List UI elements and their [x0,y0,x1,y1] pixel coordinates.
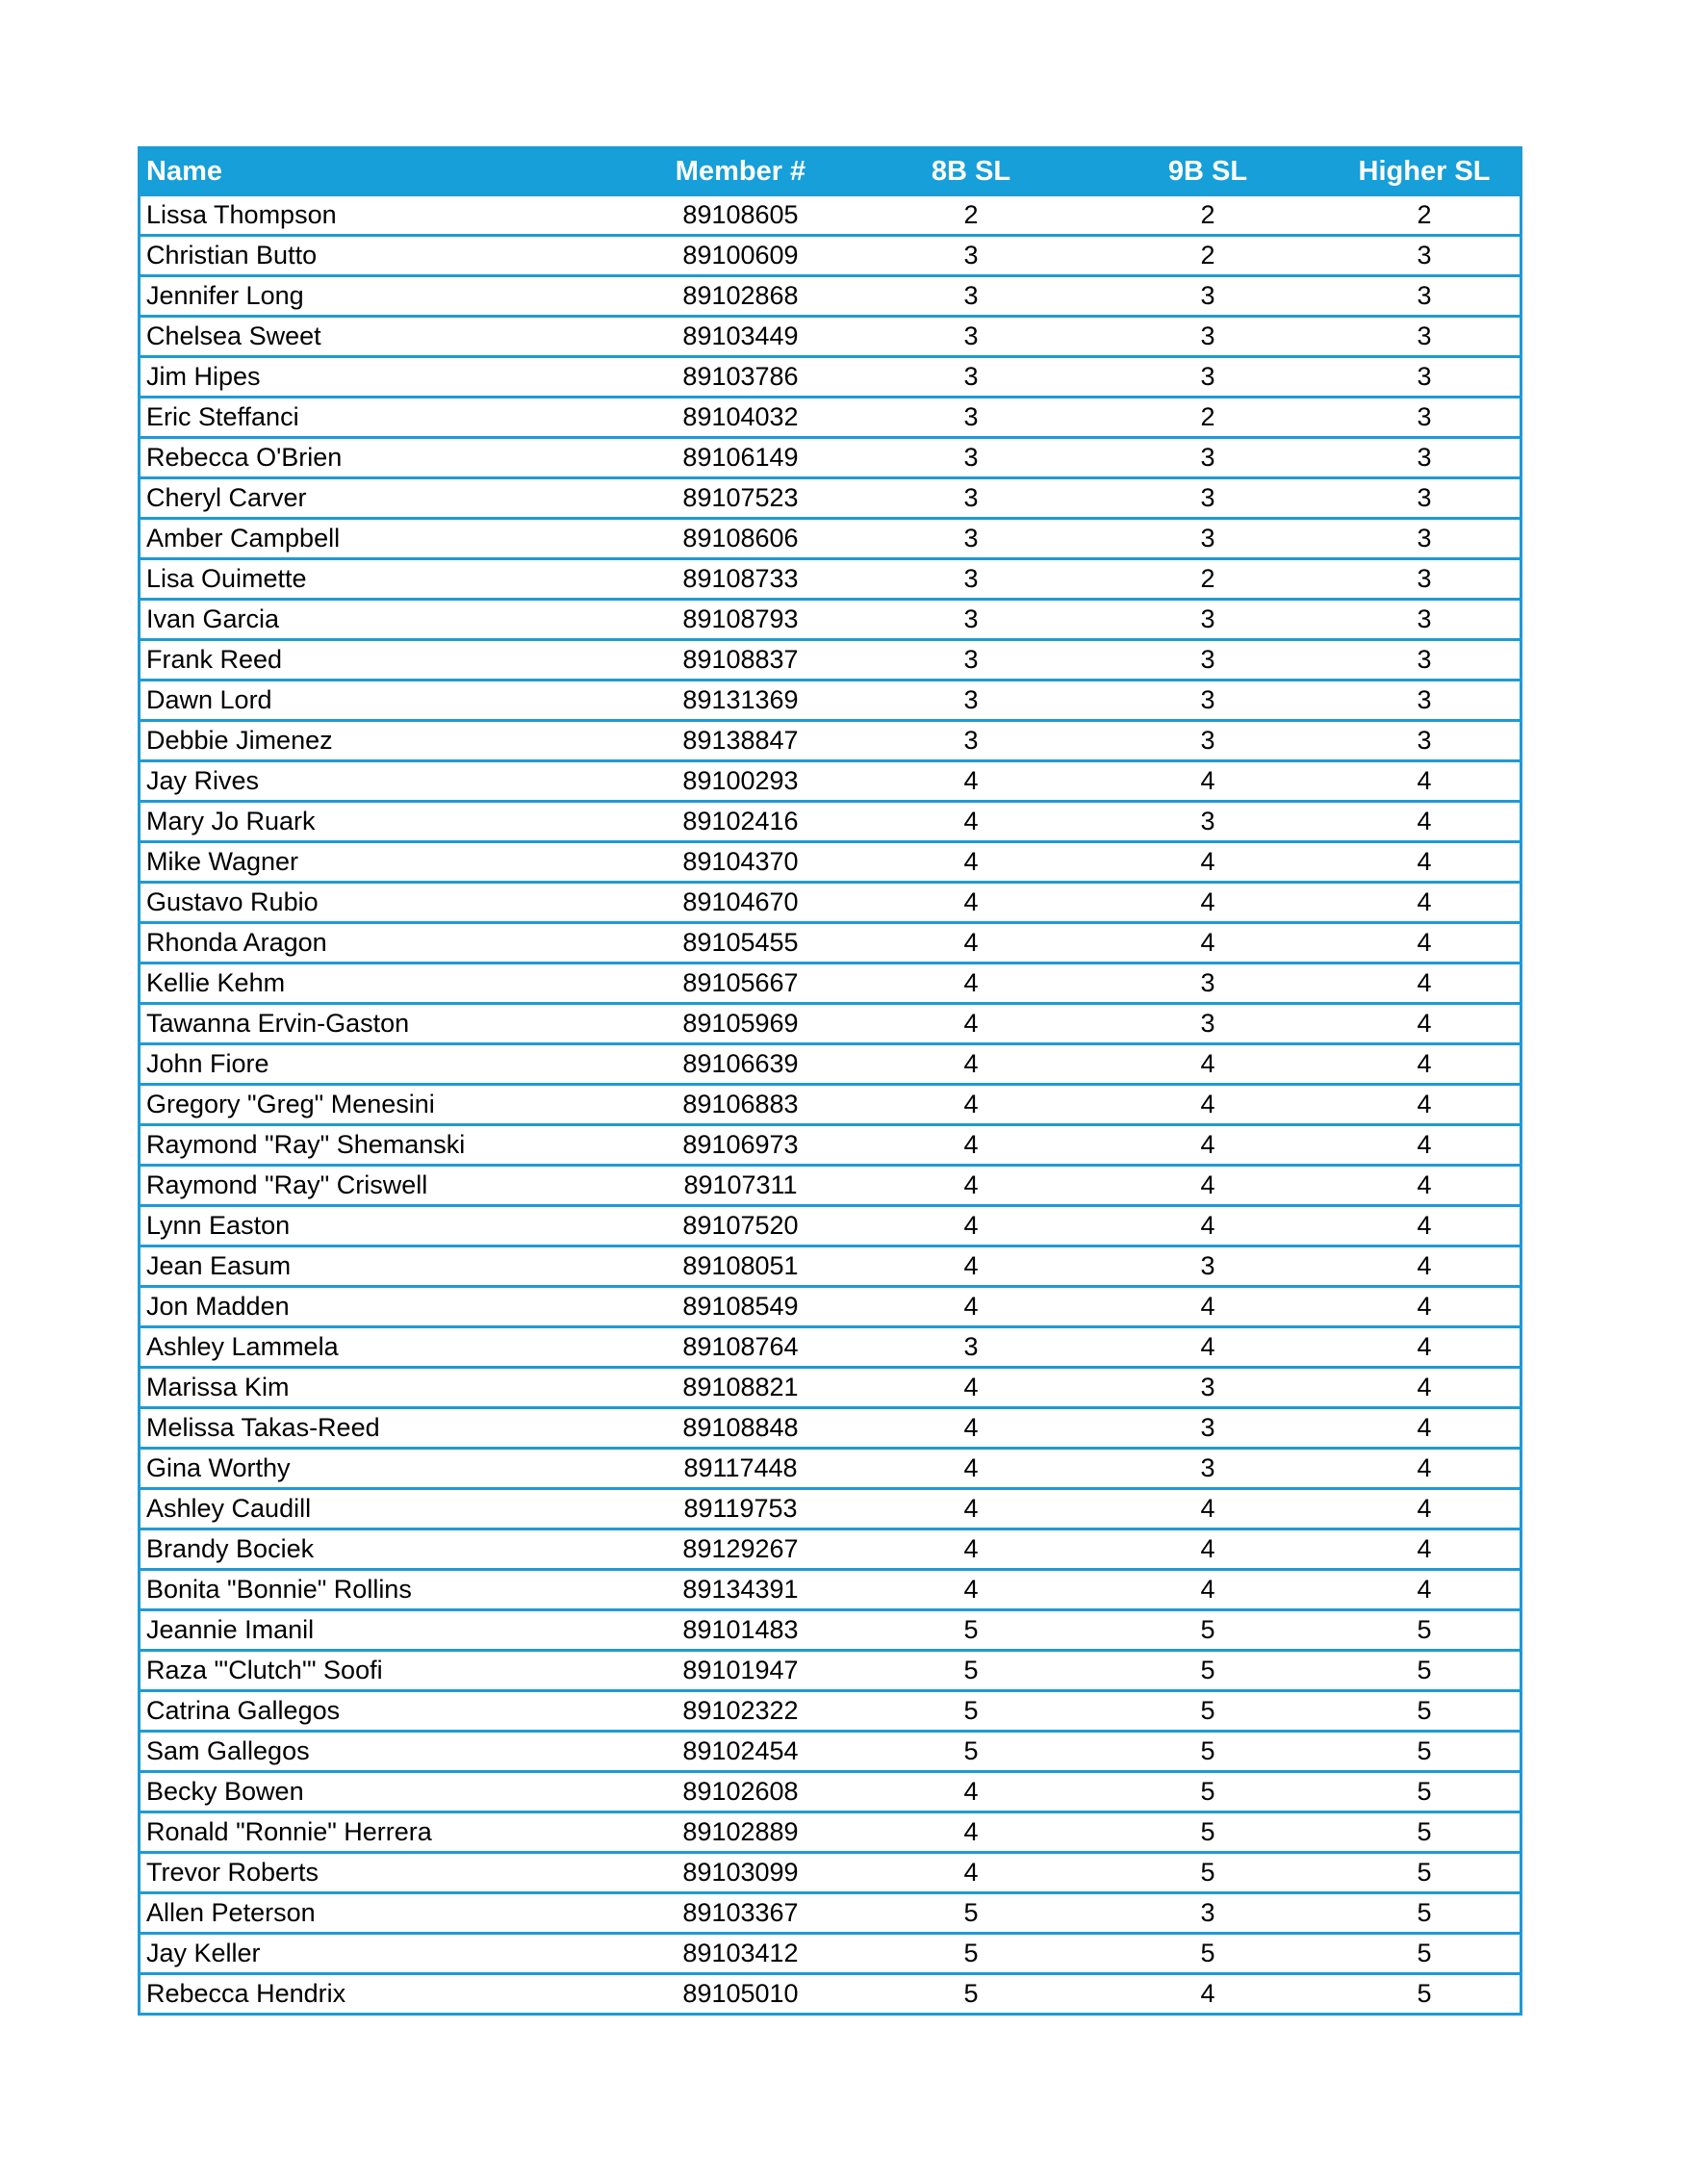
cell-9b-sl: 3 [1086,519,1323,559]
cell-higher-sl: 4 [1323,1166,1520,1206]
cell-member-number: 89119753 [626,1489,850,1529]
cell-9b-sl: 4 [1086,1489,1323,1529]
cell-8b-sl: 4 [850,1246,1086,1287]
cell-8b-sl: 4 [850,842,1086,883]
cell-8b-sl: 4 [850,1853,1086,1893]
cell-member-number: 89108793 [626,600,850,640]
cell-9b-sl: 4 [1086,1044,1323,1085]
cell-name: Jay Keller [141,1934,626,1974]
cell-member-number: 89105010 [682,1979,799,2008]
cell-8b-sl: 3 [850,681,1086,721]
cell-8b-sl: 4 [850,1408,1086,1449]
cell-name: Sam Gallegos [141,1732,626,1772]
cell-9b-sl: 5 [1086,1732,1323,1772]
cell-higher-sl: 3 [1323,519,1520,559]
cell-name: Jim Hipes [141,357,626,398]
cell-name: Jon Madden [141,1287,626,1327]
cell-8b-sl: 3 [850,721,1086,761]
cell-name: Dawn Lord [141,681,626,721]
table-row [141,478,1520,519]
cell-9b-sl: 3 [1086,1449,1323,1489]
cell-higher-sl: 5 [1323,1651,1520,1691]
cell-9b-sl: 4 [1086,883,1323,923]
cell-member-number: 89108549 [626,1287,850,1327]
cell-higher-sl: 4 [1323,1529,1520,1570]
cell-9b-sl: 4 [1086,842,1323,883]
cell-higher-sl: 4 [1323,1449,1520,1489]
cell-higher-sl: 4 [1323,1206,1520,1246]
cell-member-number: 89108605 [626,195,850,236]
cell-name: Trevor Roberts [141,1853,626,1893]
cell-8b-sl: 3 [850,600,1086,640]
cell-9b-sl: 4 [1086,1085,1323,1125]
cell-member-number: 89131369 [626,681,850,721]
cell-higher-sl: 4 [1323,1004,1520,1044]
cell-higher-sl: 3 [1323,681,1520,721]
cell-8b-sl: 4 [850,1166,1086,1206]
cell-name: Gustavo Rubio [141,883,626,923]
cell-8b-sl: 3 [850,398,1086,438]
table-row [141,276,1520,317]
cell-9b-sl: 5 [1086,1651,1323,1691]
cell-9b-sl: 2 [1086,559,1323,600]
cell-name: Mary Jo Ruark [141,802,626,842]
cell-higher-sl: 4 [1323,964,1520,1004]
cell-name: Bonita "Bonnie" Rollins [141,1570,626,1610]
cell-member-number: 89107523 [626,478,850,519]
cell-9b-sl: 3 [1086,600,1323,640]
cell-higher-sl: 3 [1323,276,1520,317]
table-row [141,721,1520,761]
cell-name: Amber Campbell [141,519,626,559]
cell-higher-sl: 3 [1323,600,1520,640]
cell-9b-sl: 3 [1086,1368,1323,1408]
table-body [141,195,1520,2014]
cell-higher-sl: 4 [1323,883,1520,923]
cell-name: Christian Butto [141,236,626,276]
cell-name: Brandy Bociek [141,1529,626,1570]
cell-9b-sl: 3 [1086,1246,1323,1287]
cell-higher-sl: 5 [1323,1812,1520,1853]
cell-name: Jennifer Long [141,276,626,317]
cell-8b-sl: 4 [850,964,1086,1004]
table-row [141,1772,1520,1812]
cell-member-number: 89106639 [626,1044,850,1085]
cell-member-number: 89138847 [626,721,850,761]
cell-higher-sl: 3 [1323,640,1520,681]
cell-name: Gina Worthy [141,1449,626,1489]
cell-higher-sl: 4 [1323,1044,1520,1085]
cell-higher-sl: 4 [1323,1327,1520,1368]
cell-member-number: 89108051 [626,1246,850,1287]
column-header-higher-sl: Higher SL [1323,149,1520,195]
cell-9b-sl: 3 [1086,357,1323,398]
cell-name: Eric Steffanci [141,398,626,438]
table-row [141,1691,1520,1732]
cell-member-number: 89107311 [626,1166,850,1206]
cell-8b-sl: 4 [850,761,1086,802]
cell-higher-sl: 2 [1323,195,1520,236]
table-row [141,1934,1520,1974]
table-row [141,681,1520,721]
cell-member-number: 89106973 [626,1125,850,1166]
cell-8b-sl: 4 [850,802,1086,842]
cell-member-number: 89106149 [626,438,850,478]
table-row [141,1732,1520,1772]
cell-9b-sl: 4 [1086,1529,1323,1570]
cell-name: Ronald "Ronnie" Herrera [141,1812,626,1853]
table-row [141,1489,1520,1529]
cell-member-number: 89103367 [626,1893,850,1934]
cell-higher-sl: 4 [1323,1489,1520,1529]
cell-higher-sl: 5 [1323,1691,1520,1732]
table-row [141,1529,1520,1570]
cell-name: Rhonda Aragon [141,923,626,964]
table-row [141,398,1520,438]
cell-higher-sl: 4 [1323,1368,1520,1408]
cell-9b-sl: 4 [1200,1979,1215,2008]
cell-8b-sl: 3 [850,519,1086,559]
column-header-9b-sl: 9B SL [1086,149,1323,195]
table-row [141,1974,1520,2014]
table-row [141,236,1520,276]
table-row [141,1206,1520,1246]
cell-9b-sl: 4 [1086,1125,1323,1166]
table-row [141,600,1520,640]
cell-member-number: 89105667 [626,964,850,1004]
cell-member-number: 89108848 [626,1408,850,1449]
table-row [141,761,1520,802]
table-header-row [141,149,1520,195]
cell-8b-sl: 5 [963,1979,979,2008]
cell-name: Rebecca Hendrix [146,1979,346,2008]
cell-9b-sl: 4 [1086,1327,1323,1368]
table-row [141,195,1520,236]
cell-9b-sl: 3 [1086,1004,1323,1044]
cell-member-number: 89104670 [626,883,850,923]
cell-higher-sl: 3 [1323,357,1520,398]
cell-member-number: 89103099 [626,1853,850,1893]
cell-9b-sl: 5 [1086,1610,1323,1651]
cell-8b-sl: 4 [850,883,1086,923]
table-row [141,640,1520,681]
cell-8b-sl: 4 [850,1004,1086,1044]
cell-8b-sl: 3 [850,559,1086,600]
table-row [141,1449,1520,1489]
cell-name: Jean Easum [141,1246,626,1287]
cell-member-number: 89103786 [626,357,850,398]
cell-8b-sl: 5 [850,1732,1086,1772]
cell-name: Gregory "Greg" Menesini [141,1085,626,1125]
table-row [141,923,1520,964]
cell-8b-sl: 5 [850,1651,1086,1691]
cell-8b-sl: 5 [850,1893,1086,1934]
cell-member-number: 89100609 [626,236,850,276]
cell-member-number: 89101947 [626,1651,850,1691]
cell-member-number: 89100293 [626,761,850,802]
cell-higher-sl: 4 [1323,761,1520,802]
cell-member-number: 89102868 [626,276,850,317]
cell-9b-sl: 5 [1086,1772,1323,1812]
cell-9b-sl: 3 [1086,802,1323,842]
cell-higher-sl: 4 [1323,1246,1520,1287]
cell-member-number: 89102608 [626,1772,850,1812]
table-row [141,1853,1520,1893]
cell-name: Mike Wagner [141,842,626,883]
table-row [141,559,1520,600]
cell-member-number: 89108837 [626,640,850,681]
cell-higher-sl: 3 [1323,317,1520,357]
cell-member-number: 89108764 [626,1327,850,1368]
cell-higher-sl: 5 [1323,1934,1520,1974]
cell-higher-sl: 4 [1323,802,1520,842]
cell-8b-sl: 4 [850,1125,1086,1166]
table-row [141,1166,1520,1206]
table-row [141,1327,1520,1368]
cell-9b-sl: 5 [1086,1934,1323,1974]
cell-8b-sl: 4 [850,1044,1086,1085]
cell-member-number: 89104370 [626,842,850,883]
table-row [141,317,1520,357]
cell-member-number: 89108606 [626,519,850,559]
cell-name: Raymond "Ray" Shemanski [141,1125,626,1166]
table-row [141,1812,1520,1853]
table-row [141,1610,1520,1651]
cell-higher-sl: 4 [1323,1085,1520,1125]
table-row [141,519,1520,559]
table-row [141,842,1520,883]
member-table-container [138,146,1522,2016]
cell-name: Melissa Takas-Reed [141,1408,626,1449]
cell-8b-sl: 4 [850,923,1086,964]
cell-8b-sl: 3 [850,1327,1086,1368]
cell-8b-sl: 3 [850,357,1086,398]
cell-9b-sl: 3 [1086,317,1323,357]
cell-8b-sl: 4 [850,1772,1086,1812]
cell-member-number: 89105969 [626,1004,850,1044]
cell-8b-sl: 4 [850,1812,1086,1853]
cell-8b-sl: 4 [850,1287,1086,1327]
cell-9b-sl: 3 [1086,1408,1323,1449]
member-table [141,149,1520,2013]
cell-8b-sl: 4 [850,1529,1086,1570]
cell-9b-sl: 2 [1086,398,1323,438]
table-row [141,1893,1520,1934]
cell-8b-sl: 5 [850,1934,1086,1974]
cell-9b-sl: 4 [1086,761,1323,802]
cell-higher-sl: 3 [1323,236,1520,276]
cell-9b-sl: 5 [1086,1691,1323,1732]
table-row [141,1044,1520,1085]
cell-8b-sl: 4 [850,1368,1086,1408]
cell-name: Jay Rives [141,761,626,802]
cell-higher-sl: 3 [1323,398,1520,438]
column-header-name: Name [141,149,626,195]
cell-higher-sl: 5 [1323,1610,1520,1651]
cell-member-number: 89101483 [626,1610,850,1651]
cell-8b-sl: 4 [850,1489,1086,1529]
cell-member-number: 89107520 [626,1206,850,1246]
cell-name: Jeannie Imanil [141,1610,626,1651]
table-row [141,964,1520,1004]
cell-member-number: 89105455 [626,923,850,964]
cell-member-number: 89103412 [626,1934,850,1974]
cell-8b-sl: 3 [850,438,1086,478]
cell-9b-sl: 2 [1086,236,1323,276]
cell-8b-sl: 3 [850,317,1086,357]
cell-higher-sl: 3 [1323,721,1520,761]
cell-8b-sl: 5 [850,1691,1086,1732]
table-row [141,438,1520,478]
cell-name: Allen Peterson [141,1893,626,1934]
cell-member-number: 89102454 [626,1732,850,1772]
cell-8b-sl: 3 [850,478,1086,519]
cell-9b-sl: 2 [1086,195,1323,236]
table-row [141,1125,1520,1166]
cell-9b-sl: 4 [1086,1287,1323,1327]
cell-name: Kellie Kehm [141,964,626,1004]
cell-9b-sl: 4 [1086,1570,1323,1610]
cell-name: Raymond "Ray" Criswell [141,1166,626,1206]
cell-member-number: 89102322 [626,1691,850,1732]
table-row [141,883,1520,923]
cell-name: Lissa Thompson [141,195,626,236]
cell-higher-sl: 4 [1323,1125,1520,1166]
column-header-member: Member # [626,149,850,195]
cell-9b-sl: 4 [1086,1206,1323,1246]
cell-name: Lisa Ouimette [141,559,626,600]
table-row [141,1408,1520,1449]
cell-name: Frank Reed [141,640,626,681]
cell-9b-sl: 3 [1086,276,1323,317]
cell-higher-sl: 5 [1417,1979,1432,2008]
cell-higher-sl: 3 [1323,478,1520,519]
cell-name: Marissa Kim [141,1368,626,1408]
table-row [141,1651,1520,1691]
table-row [141,1246,1520,1287]
cell-name: Raza "'Clutch'" Soofi [141,1651,626,1691]
cell-8b-sl: 5 [850,1610,1086,1651]
cell-9b-sl: 3 [1086,1893,1323,1934]
cell-9b-sl: 3 [1086,478,1323,519]
cell-name: Cheryl Carver [141,478,626,519]
cell-higher-sl: 3 [1323,438,1520,478]
table-row [141,1570,1520,1610]
cell-member-number: 89106883 [626,1085,850,1125]
cell-9b-sl: 5 [1086,1812,1323,1853]
cell-higher-sl: 4 [1323,1287,1520,1327]
cell-higher-sl: 3 [1323,559,1520,600]
cell-member-number: 89108821 [626,1368,850,1408]
cell-8b-sl: 2 [850,195,1086,236]
cell-higher-sl: 4 [1323,923,1520,964]
table-row [141,1085,1520,1125]
cell-9b-sl: 4 [1086,1166,1323,1206]
cell-9b-sl: 5 [1086,1853,1323,1893]
table-row [141,1287,1520,1327]
cell-higher-sl: 5 [1323,1772,1520,1812]
cell-name: Catrina Gallegos [141,1691,626,1732]
cell-9b-sl: 4 [1086,923,1323,964]
cell-higher-sl: 5 [1323,1893,1520,1934]
cell-member-number: 89108733 [626,559,850,600]
cell-name: Lynn Easton [141,1206,626,1246]
table-row [141,1368,1520,1408]
cell-9b-sl: 3 [1086,640,1323,681]
cell-higher-sl: 4 [1323,1408,1520,1449]
cell-8b-sl: 3 [850,236,1086,276]
cell-name: John Fiore [141,1044,626,1085]
cell-member-number: 89129267 [626,1529,850,1570]
cell-8b-sl: 4 [850,1206,1086,1246]
cell-member-number: 89104032 [626,398,850,438]
cell-9b-sl: 3 [1086,438,1323,478]
table-row [141,357,1520,398]
cell-9b-sl: 3 [1086,681,1323,721]
cell-8b-sl: 4 [850,1085,1086,1125]
cell-higher-sl: 5 [1323,1732,1520,1772]
cell-9b-sl: 3 [1086,721,1323,761]
cell-9b-sl: 3 [1086,964,1323,1004]
cell-member-number: 89103449 [626,317,850,357]
cell-8b-sl: 3 [850,276,1086,317]
cell-name: Chelsea Sweet [141,317,626,357]
cell-name: Rebecca O'Brien [141,438,626,478]
column-header-8b-sl: 8B SL [850,149,1086,195]
cell-8b-sl: 4 [850,1449,1086,1489]
cell-member-number: 89117448 [626,1449,850,1489]
cell-name: Ivan Garcia [141,600,626,640]
cell-member-number: 89102889 [626,1812,850,1853]
cell-name: Ashley Lammela [141,1327,626,1368]
cell-higher-sl: 5 [1323,1853,1520,1893]
cell-8b-sl: 3 [850,640,1086,681]
table-row [141,802,1520,842]
cell-name: Tawanna Ervin-Gaston [141,1004,626,1044]
cell-higher-sl: 4 [1323,1570,1520,1610]
cell-higher-sl: 4 [1323,842,1520,883]
table-row [141,1004,1520,1044]
cell-name: Debbie Jimenez [141,721,626,761]
cell-name: Becky Bowen [141,1772,626,1812]
cell-member-number: 89134391 [626,1570,850,1610]
cell-name: Ashley Caudill [141,1489,626,1529]
cell-8b-sl: 4 [850,1570,1086,1610]
cell-member-number: 89102416 [626,802,850,842]
